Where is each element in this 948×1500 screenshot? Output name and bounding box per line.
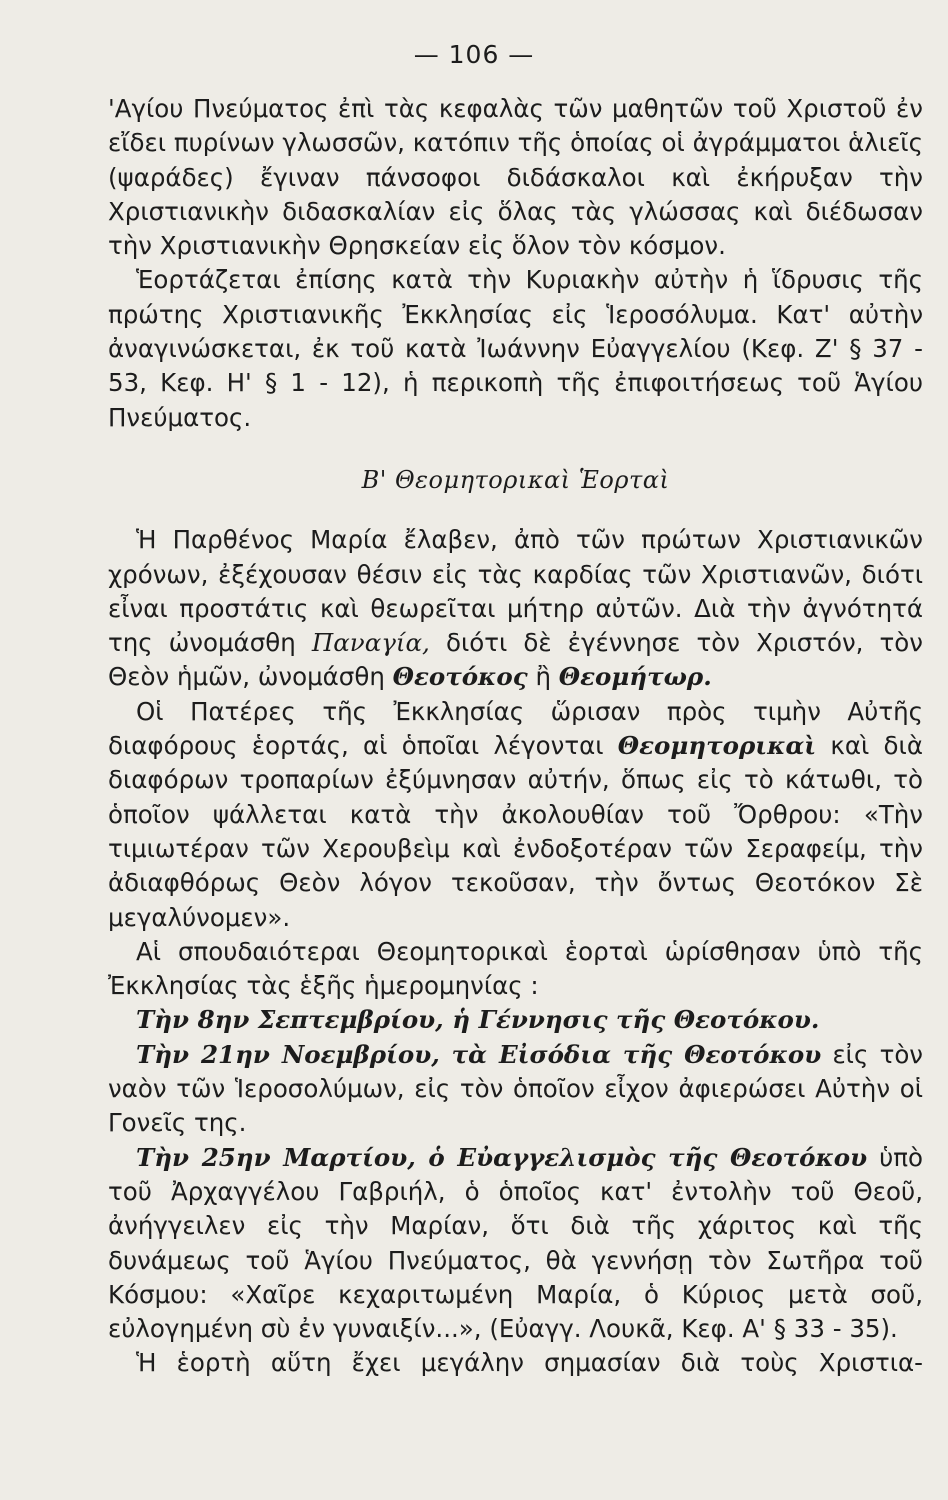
page-number: — 106 —	[413, 40, 535, 69]
paragraph-pentecost	[108, 92, 923, 263]
body-text	[108, 92, 923, 1381]
text-line: 'Αγίου Πνεύματος ἐπὶ τὰς κεφαλὰς τῶν μαθητῶν τοῦ Χριστοῦ	[108, 94, 887, 123]
feast-nativity: Τὴν 8ην Σεπτεμβρίου, ἡ Γέννησις τῆς Θεοτόκου.	[136, 1005, 820, 1035]
section-heading: Β' Θεομητορικαὶ Ἑορταὶ	[361, 465, 670, 494]
paragraph-church-founding: Ἑορτάζεται ἐπίσης κατὰ τὴν Κυριακὴν αὐτὴν ἡ ἵδρυσις τῆς πρώτης Χριστιανικῆς Ἐκκλησίας εἰς Ἱεροσόλυμα. Κατ' αὐτὴν ἀναγινώσκεται, ἐκ τοῦ κατὰ Ἰωάννην Εὐαγγελίου (Κεφ. Ζ' § 37 - 53, Κεφ. Η' § 1 - 12), ἡ περικοπὴ τῆς ἐπιφοιτήσεως τοῦ Ἁγίου Πνεύματος.	[108, 265, 923, 432]
paragraph-church-fathers: Οἱ Πατέρες τῆς Ἐκκλησίας ὥρισαν πρὸς τιμὴν Αὐτῆς διαφόρους ἑορτάς, αἱ ὁποῖαι λέγονται Θεομητορικαὶ καὶ διὰ διαφόρων τροπαρίων ἐξύμνησαν αὐτήν, ὅπως εἰς τὸ κάτωθι, τὸ ὁποῖον ψάλλεται κατὰ τὴν ἀκολουθίαν τοῦ Ὄρθρου: «Τὴν τιμιωτέραν τῶν Χερουβεὶμ καὶ ἐνδοξοτέραν τῶν Σεραφείμ, τὴν ἀδιαφθόρως Θεὸν λόγον τεκοῦσαν, τὴν ὄντως Θεοτόκον Σὲ μεγαλύνομεν».	[108, 696, 923, 932]
italic-term: Παναγία,	[311, 628, 430, 658]
text-line: ἐν εἴδει πυρίνων γλωσσῶν, κατόπιν τῆς ὁποίας οἱ ἀγράμματοι	[108, 94, 923, 158]
text-line: Χριστιανικὴν διδασκαλίαν εἰς ὅλας τὰς γλώσσας καὶ διέδωσαν	[108, 196, 923, 226]
italic-term: Θεοτόκος	[392, 662, 528, 692]
text-line: ἁλιεῖς (ψαράδες) ἔγιναν πάνσοφοι διδάσκαλοι καὶ ἐκήρυξαν τὴν	[108, 128, 923, 192]
text-line: τὴν Χριστιανικὴν Θρησκείαν εἰς ὅλον τὸν κόσμον.	[108, 231, 726, 261]
feast-annunciation: Τὴν 25ην Μαρτίου, ὁ Εὐαγγελισμὸς τῆς Θεοτόκου ὑπὸ τοῦ Ἀρχαγγέλου Γαβριήλ, ὁ ὁποῖος κατ' ἐντολὴν τοῦ Θεοῦ, ἀνήγγειλεν εἰς τὴν Μαρίαν, ὅτι διὰ τῆς χάριτος καὶ τῆς δυνάμεως τοῦ Ἁγίου Πνεύματος, θὰ γεννήσῃ τὸν Σωτῆρα τοῦ Κόσμου: «Χαῖρε κεχαριτωμένη Μαρία, ὁ Κύριος μετὰ σοῦ, εὐλογημένη σὺ ἐν γυναιξίν...», (Εὐαγγ. Λουκᾶ, Κεφ. Α' § 33 - 35).	[108, 1142, 923, 1344]
paragraph-virgin-mary: Ἡ Παρθένος Μαρία ἔλαβεν, ἀπὸ τῶν πρώτων Χριστιανικῶν χρόνων, ἐξέχουσαν θέσιν εἰς τὰς καρδίας τῶν Χριστιανῶν, διότι εἶναι προστάτις καὶ θεωρεῖται μήτηρ αὐτῶν. Διὰ τὴν ἀγνότητά της ὠνομάσθη Παναγία, διότι δὲ ἐγέννησε τὸν Χριστόν, τὸν Θεὸν ἡμῶν, ὠνομάσθη Θεοτόκος ἢ Θεομήτωρ.	[108, 525, 923, 692]
italic-term: Θεομήτωρ.	[558, 662, 712, 692]
feast-presentation: Τὴν 21ην Νοεμβρίου, τὰ Εἰσόδια τῆς Θεοτόκου εἰς τὸν ναὸν τῶν Ἱεροσολύμων, εἰς τὸν ὁποῖον εἶχον ἀφιερώσει Αὐτὴν οἱ Γονεῖς της.	[108, 1039, 923, 1138]
italic-term: Θεομητορικαὶ	[617, 731, 817, 761]
paragraph-significance: Ἡ ἑορτὴ αὕτη ἔχει μεγάλην σημασίαν διὰ τοὺς Χριστια-	[136, 1348, 923, 1378]
paragraph-feast-dates-intro: Αἱ σπουδαιότεραι Θεομητορικαὶ ἑορταὶ ὡρίσθησαν ὑπὸ τῆς Ἐκκλησίας τὰς ἑξῆς ἡμερομηνίας :	[108, 936, 923, 1001]
